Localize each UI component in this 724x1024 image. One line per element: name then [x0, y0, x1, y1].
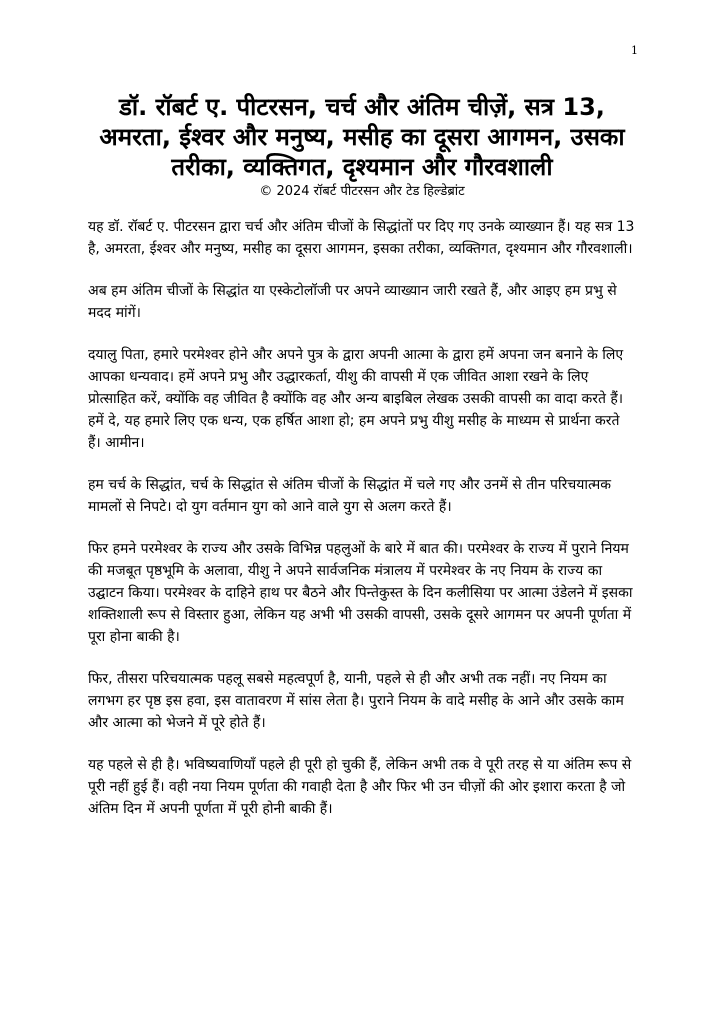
paragraph-already-not-yet: फिर, तीसरा परिचयात्मक पहलू सबसे महत्वपूर्ण है, यानी, पहले से ही और अभी तक नहीं। नए नियम का लगभग हर पृष्ठ इस हवा, इस वातावरण में सांस लेता है। पुराने नियम के वादे मसीह के आने और उसके काम और आत्मा को भेजने में पूरे होते हैं। [88, 671, 624, 731]
paragraph-intro: यह डॉ. रॉबर्ट ए. पीटरसन द्वारा चर्च और अंतिम चीजों के सिद्धांतों पर दिए गए उनके व्याख्यान हैं। यह सत्र 13 है, अमरता, ईश्वर और मनुष्य, मसीह का दूसरा आगमन, इसका तरीका, व्यक्तिगत, दृश्यमान और गौरवशाली। [88, 219, 635, 257]
copyright-line: © 2024 रॉबर्ट पीटरसन और टेड हिल्डेब्रांट [259, 184, 465, 199]
paragraph-review: हम चर्च के सिद्धांत, चर्च के सिद्धांत से अंतिम चीजों के सिद्धांत में चले गए और उनमें से तीन परिचयात्मक मामलों से निपटे। दो युग वर्तमान युग को आने वाले युग से अलग करते हैं। [88, 477, 612, 515]
paragraph-fulfillment: यह पहले से ही है। भविष्यवाणियाँ पहले ही पूरी हो चुकी हैं, लेकिन अभी तक वे पूरी तरह से या अंतिम रूप से पूरी नहीं हुई हैं। वही नया नियम पूर्णता की गवाही देता है और फिर भी उन चीज़ों की ओर इशारा करता है जो अंतिम दिन में अपनी पूर्णता में पूरी होनी बाकी हैं। [88, 757, 632, 817]
paragraph-prayer: दयालु पिता, हमारे परमेश्वर होने और अपने पुत्र के द्वारा अपनी आत्मा के द्वारा हमें अपना जन बनाने के लिए आपका धन्यवाद। हमें अपने प्रभु और उद्धारकर्ता, यीशु की वापसी में एक जीवित आशा रखने के लिए प्रोत्साहित करें, क्योंकि वह जीवित है क्योंकि वह और अन्य बाइबिल लेखक उसकी वापसी का वादा करते हैं। हमें दे, यह हमारे लिए एक धन्य, एक हर्षित आशा हो; हम अपने प्रभु यीशु मसीह के माध्यम से प्रार्थना करते हैं। आमीन। [88, 347, 624, 451]
page-number: 1 [631, 44, 638, 57]
paragraph-continuation: अब हम अंतिम चीजों के सिद्धांत या एस्केटोलॉजी पर अपने व्याख्यान जारी रखते हैं, और आइए हम प्रभु से मदद मांगें। [88, 283, 617, 321]
paragraph-kingdom: फिर हमने परमेश्वर के राज्य और उसके विभिन्न पहलुओं के बारे में बात की। परमेश्वर के राज्य में पुराने नियम की मजबूत पृष्ठभूमि के अलावा, यीशु ने अपने सार्वजनिक मंत्रालय में परमेश्वर के नए नियम के राज्य का उद्घाटन किया। परमेश्वर के दाहिने हाथ पर बैठने और पिन्तेकुस्त के दिन कलीसिया पर आत्मा उंडेलने में इसका शक्तिशाली रूप से विस्तार हुआ, लेकिन यह अभी भी उसकी वापसी, उसके दूसरे आगमन पर अपनी पूर्णता में पूरा होना बाकी है। [88, 541, 633, 645]
page-title: डॉ. रॉबर्ट ए. पीटरसन, चर्च और अंतिम चीज़ें, सत्र 13, अमरता, ईश्वर और मनुष्य, मसीह का दूसरा आगमन, उसका तरीका, व्यक्तिगत, दृश्यमान और गौरवशाली [99, 93, 625, 181]
